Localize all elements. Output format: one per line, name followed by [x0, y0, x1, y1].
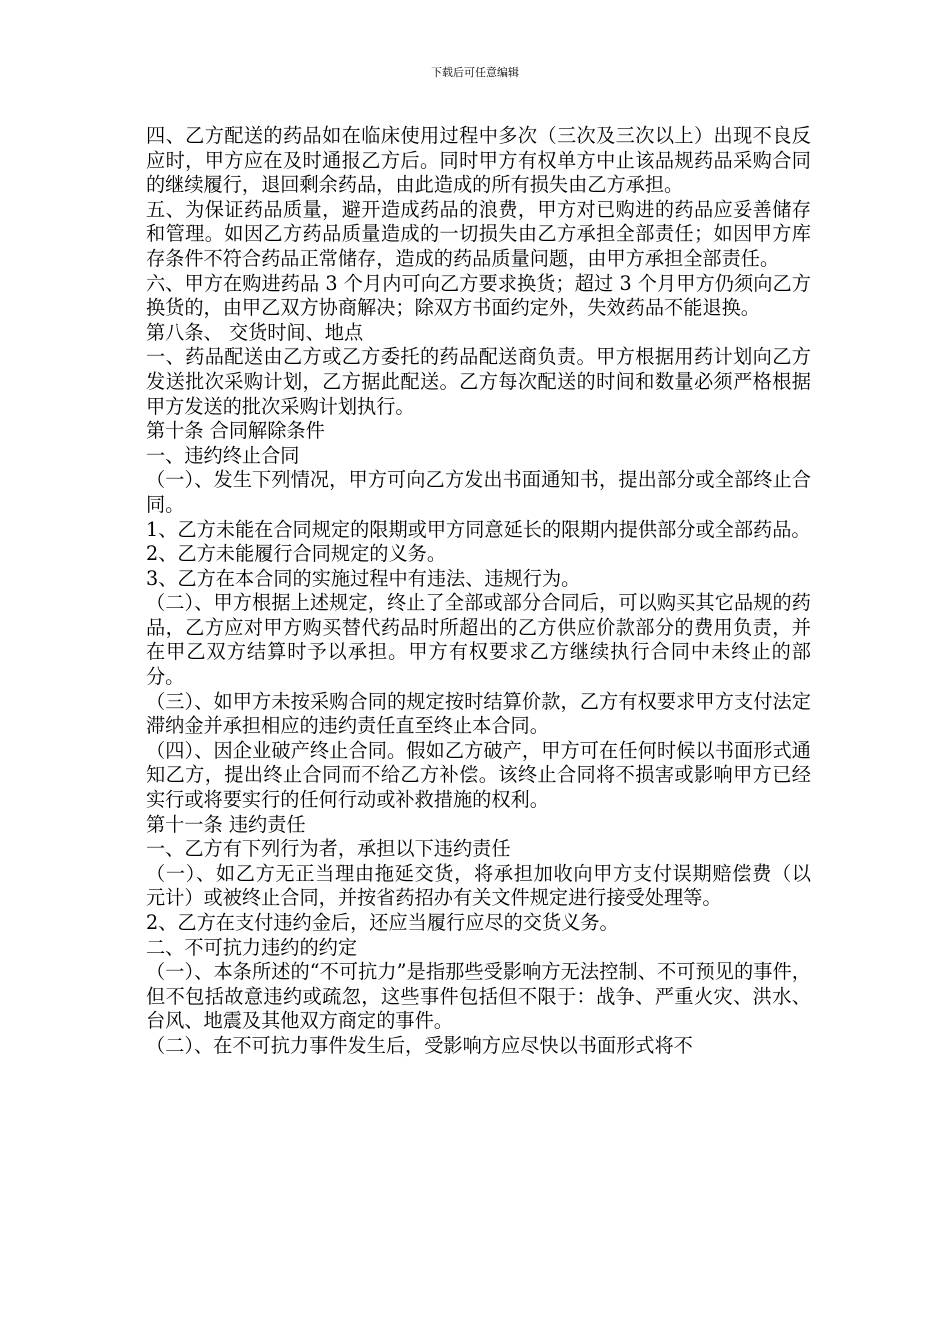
- subsection-heading: 二、不可抗力违约的约定: [146, 935, 358, 959]
- section-heading: 第八条、 交货时间、地点: [146, 320, 364, 344]
- paragraph: 六、甲方在购进药品 3 个月内可向乙方要求换货；超过 3 个月甲方仍须向乙方换货的，由甲乙双方协商解决；除双方书面约定外，失效药品不能退换。: [146, 271, 811, 320]
- paragraph: 2、乙方未能履行合同规定的义务。: [146, 542, 447, 566]
- paragraph: （四）、因企业破产终止合同。假如乙方破产，甲方可在任何时候以书面形式通知乙方，提出终止合同而不给乙方补偿。该终止合同将不损害或影响甲方已经实行或将要实行的任何行动或补救措施的权利。: [146, 738, 811, 812]
- paragraph: 四、乙方配送的药品如在临床使用过程中多次（三次及三次以上）出现不良反应时，甲方应在及时通报乙方后。同时甲方有权单方中止该品规药品采购合同的继续履行，退回剩余药品，由此造成的所有损失由乙方承担。: [146, 124, 811, 197]
- paragraph: 一、药品配送由乙方或乙方委托的药品配送商负责。甲方根据用药计划向乙方发送批次采购计划，乙方据此配送。乙方每次配送的时间和数量必须严格根据甲方发送的批次采购计划执行。: [146, 345, 811, 418]
- paragraph: 1、乙方未能在合同规定的限期或甲方同意延长的限期内提供部分或全部药品。: [146, 517, 811, 541]
- document-body: [146, 124, 831, 1059]
- paragraph: （三）、如甲方未按采购合同的规定按时结算价款，乙方有权要求甲方支付法定滞纳金并承担相应的违约责任直至终止本合同。: [146, 689, 811, 738]
- paragraph: 2、乙方在支付违约金后，还应当履行应尽的交货义务。: [146, 911, 619, 934]
- paragraph: 五、为保证药品质量，避开造成药品的浪费，甲方对已购进的药品应妥善储存和管理。如因乙方药品质量造成的一切损失由乙方承担全部责任；如因甲方库存条件不符合药品正常储存，造成的药品质量问题，由甲方承担全部责任。: [146, 197, 811, 270]
- section-heading: 第十一条 违约责任: [146, 812, 306, 836]
- subsection-heading: 一、违约终止合同: [146, 443, 300, 467]
- subsection-heading: 一、乙方有下列行为者，承担以下违约责任: [146, 837, 511, 861]
- paragraph: 3、乙方在本合同的实施过程中有违法、违规行为。: [146, 566, 581, 590]
- section-heading: 第十条 合同解除条件: [146, 419, 325, 443]
- paragraph: （二）、甲方根据上述规定，终止了全部或部分合同后，可以购买其它品规的药品，乙方应对甲方购买替代药品时所超出的乙方供应价款部分的费用负责，并在甲乙双方结算时予以承担。甲方有权要求乙方继续执行合同中未终止的部分。: [146, 591, 811, 689]
- paragraph: （一）、本条所述的“不可抗力”是指那些受影响方无法控制、不可预见的事件，但不包括故意违约或疏忽，这些事件包括但不限于：战争、严重火灾、洪水、台风、地震及其他双方商定的事件。: [146, 960, 811, 1033]
- paragraph: （二）、在不可抗力事件发生后，受影响方应尽快以书面形式将不: [146, 1033, 693, 1057]
- page-header: 下载后可任意编辑: [431, 66, 519, 79]
- paragraph: （一）、如乙方无正当理由拖延交货，将承担加收向甲方支付误期赔偿费（以 元计）或被终止合同，并按省药招办有关文件规定进行接受处理等。: [146, 861, 831, 910]
- paragraph: （一）、发生下列情况，甲方可向乙方发出书面通知书，提出部分或全部终止合同。: [146, 468, 811, 516]
